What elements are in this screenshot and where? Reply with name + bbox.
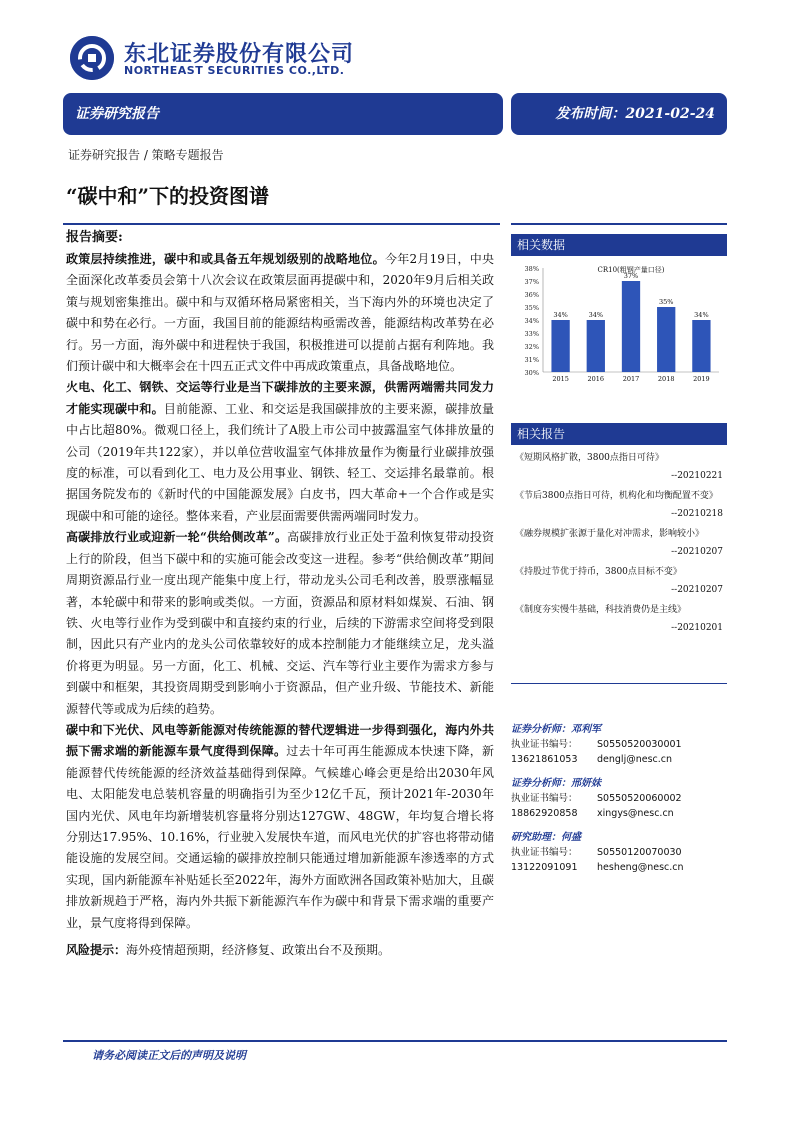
company-name-cn: 东北证券股份有限公司 [124, 42, 355, 67]
divider [511, 223, 727, 225]
analyst-card [511, 776, 727, 821]
report-date: --20210221 [671, 471, 723, 481]
related-reports-list [511, 449, 727, 639]
data-label: 34% [694, 311, 709, 319]
bar [692, 320, 710, 372]
x-tick-label: 2015 [552, 375, 569, 383]
summary-paragraph [66, 377, 494, 527]
logo-mark-icon [70, 36, 114, 80]
publish-date-label: 发布时间：2021-02-24 [555, 106, 715, 122]
cert-number: S0550520060002 [597, 793, 682, 804]
summary-paragraph [66, 720, 494, 934]
report-item[interactable] [511, 563, 727, 599]
report-title[interactable]: 《持股过节优于持币，3800点目标不变》 [515, 567, 682, 577]
x-tick-label: 2017 [622, 375, 640, 383]
paragraph-lead: 碳中和下光伏、风电等新能源对传统能源的替代逻辑进一步得到强化，海内外共振下需求端的新能源车景气度得到保障。 [66, 722, 494, 759]
analyst-role [511, 722, 727, 737]
divider [511, 683, 727, 684]
report-item[interactable] [511, 487, 727, 523]
risk-label: 风险提示： [66, 943, 127, 957]
divider [63, 223, 500, 225]
company-name-en: NORTHEAST SECURITIES CO.,LTD. [124, 64, 345, 77]
report-item[interactable] [511, 525, 727, 561]
summary-paragraph [66, 249, 494, 377]
summary-paragraph [66, 527, 494, 720]
analyst-card [511, 830, 727, 875]
x-tick-label: 2016 [587, 375, 605, 383]
role-label: 证券分析师： [511, 778, 571, 789]
analyst-name: 何盛 [561, 832, 581, 843]
phone: 13621861053 [511, 754, 578, 765]
report-date: --20210201 [671, 623, 723, 633]
analyst-name: 邢妍妹 [571, 778, 601, 789]
cr10-bar-chart [511, 256, 727, 390]
analyst-card [511, 722, 727, 767]
report-item[interactable] [511, 449, 727, 485]
paragraph-body: 过去十年可再生能源成本快速下降，新能源替代传统能源的经济效益基础得到保障。气候雄心峰会更是给出2030年风电、太阳能发电总装机容量的明确指引为至少12亿千瓦，预计2021年-2030年国内光伏、风电年均新增装机容量将分别达127GW、48GW，年均复合增长将分别达17.95%、10.16%，行业驶入发展快车道，而风电光伏的扩容也将带动储能设施的发展空间。交通运输的碳排放控制只能通过增加新能源车渗透率的方式实现，国内新能源车补贴延长至2022年，海外方面欧洲各国政策补贴加大，且碳排放新规趋于严格，海内外共振下新能源汽车作为碳中和背景下需求端的重要产业，景气度将得到保障。 [66, 744, 494, 930]
cert-label: 执业证书编号： [511, 793, 578, 804]
cert-line [511, 845, 727, 860]
related-data-header: 相关数据 [511, 234, 727, 256]
cert-label: 执业证书编号： [511, 847, 578, 858]
contact-line [511, 806, 727, 821]
analyst-name: 邓利军 [571, 724, 601, 735]
y-tick-label: 38% [524, 265, 539, 273]
y-tick-label: 37% [524, 278, 539, 286]
publish-date-banner [511, 93, 727, 135]
cert-number: S0550120070030 [597, 847, 682, 858]
paragraph-lead: 政策层持续推进，碳中和或具备五年规划级别的战略地位。 [66, 252, 385, 266]
report-title[interactable]: 《短期风格扩散，3800点指日可待》 [515, 453, 664, 463]
bar [622, 281, 640, 372]
chart-title: CR10(粗钢产量口径) [597, 266, 665, 274]
analyst-role [511, 776, 727, 791]
y-tick-label: 33% [524, 330, 539, 338]
disclaimer-notice[interactable]: 请务必阅读正文后的声明及说明 [92, 1049, 246, 1062]
paragraph-body: 目前能源、工业、和交运是我国碳排放的主要来源，碳排放量中占比超80%。微观口径上，我们统计了A股上市公司中披露温室气体排放量的公司（2019年共122家），并以单位营收温室气体排放量作为衡量行业碳排放强度的标准，可以看到化工、电力及公用事业、钢铁、轻工、交运排名最靠前。根据国务院发布的《新时代的中国能源发展》白皮书，四大革命+一个合作或是实现碳中和可能的途径。整体来看，产业层面需要供需两端同时发力。 [66, 401, 494, 523]
report-title[interactable]: 《制度夯实慢牛基础，科技消费仍是主线》 [515, 605, 687, 615]
paragraph-body: 今年2月19日，中央全面深化改革委员会第十八次会议在政策层面再提碳中和，2020年9月后相关政策与规划密集推出。碳中和与双循环格局紧密相关，当下海内外的环境也决定了碳中和势在必行。一方面，我国目前的能源结构亟需改善，能源结构改革势在必行。另一方面，海外碳中和进程快于我国，积极推进可以提前占据有利阵地。我们预计碳中和大概率会在十四五正式文件中再成政策重点，具备战略地位。 [66, 252, 494, 374]
y-tick-label: 36% [524, 291, 539, 299]
footer-divider [63, 1040, 727, 1042]
y-tick-label: 34% [524, 317, 539, 325]
report-item[interactable] [511, 601, 727, 637]
data-label: 34% [588, 311, 604, 319]
report-title[interactable]: 《节后3800点指日可待，机构化和均衡配置不变》 [515, 491, 718, 501]
risk-warning [66, 940, 494, 961]
y-tick-label: 35% [524, 304, 539, 312]
related-reports-header: 相关报告 [511, 423, 727, 445]
summary-heading: 报告摘要: [66, 230, 123, 245]
report-summary [66, 227, 494, 961]
report-date: --20210207 [671, 547, 723, 557]
paragraph-body: 高碳排放行业正处于盈利恢复带动投资上行的阶段，但当下碳中和的实施可能会改变这一进程。参考“供给侧改革”期间周期资源品行业一度出现产能集中度上行，带动龙头公司毛利改善，股票涨幅显著，本轮碳中和带来的影响或类似。一方面，资源品和原材料如煤炭、石油、钢铁、火电等行业作为受到碳中和直接约束的行业，后续的下游需求空间将受到限制，因此只有产业内的龙头公司依靠较好的成本控制能力才能继续立足，龙头溢价将更为明显。另一方面，化工、机械、交运、汽车等行业主要作为需求方参与到碳中和框架，其投资周期受到影响小于资源品，但产业升级、节能技术、新能源替代等或成为后续的趋势。 [66, 530, 494, 716]
page-title: “碳中和”下的投资图谱 [66, 184, 270, 208]
contact-line [511, 860, 727, 875]
data-label: 34% [553, 311, 568, 319]
email-link[interactable]: hesheng@nesc.cn [597, 862, 684, 873]
cert-line [511, 737, 727, 752]
report-date: --20210207 [671, 585, 723, 595]
cert-label: 执业证书编号： [511, 739, 578, 750]
risk-text: 海外疫情超预期，经济修复、政策出台不及预期。 [126, 943, 391, 957]
y-tick-label: 30% [524, 369, 539, 377]
role-label: 研究助理： [511, 832, 561, 843]
bar [587, 320, 605, 372]
breadcrumb: 证券研究报告 / 策略专题报告 [68, 148, 224, 162]
bar [657, 307, 675, 372]
phone: 18862920858 [511, 808, 578, 819]
data-label: 35% [658, 298, 674, 306]
report-date: --20210218 [671, 509, 723, 519]
cert-number: S0550520030001 [597, 739, 682, 750]
x-tick-label: 2018 [657, 375, 675, 383]
data-label: 37% [623, 272, 639, 280]
analyst-list [511, 722, 727, 884]
analyst-role [511, 830, 727, 845]
email-link[interactable]: xingys@nesc.cn [597, 808, 674, 819]
report-type-banner [63, 93, 503, 135]
y-tick-label: 31% [524, 356, 539, 364]
report-type-label: 证券研究报告 [75, 106, 159, 122]
company-logo [70, 36, 114, 80]
x-tick-label: 2019 [693, 375, 710, 383]
report-title[interactable]: 《融券规模扩张源于量化对冲需求，影响较小》 [515, 529, 705, 539]
contact-line [511, 752, 727, 767]
paragraph-lead: 高碳排放行业或迎新一轮“供给侧改革”。 [66, 530, 288, 545]
role-label: 证券分析师： [511, 724, 571, 735]
phone: 13122091091 [511, 862, 578, 873]
y-tick-label: 32% [524, 343, 539, 351]
email-link[interactable]: denglj@nesc.cn [597, 754, 673, 765]
cert-line [511, 791, 727, 806]
paragraph-lead: 火电、化工、钢铁、交运等行业是当下碳排放的主要来源，供需两端需共同发力才能实现碳中和。 [66, 380, 494, 416]
bar [551, 320, 569, 372]
cr10-chart [511, 256, 727, 390]
